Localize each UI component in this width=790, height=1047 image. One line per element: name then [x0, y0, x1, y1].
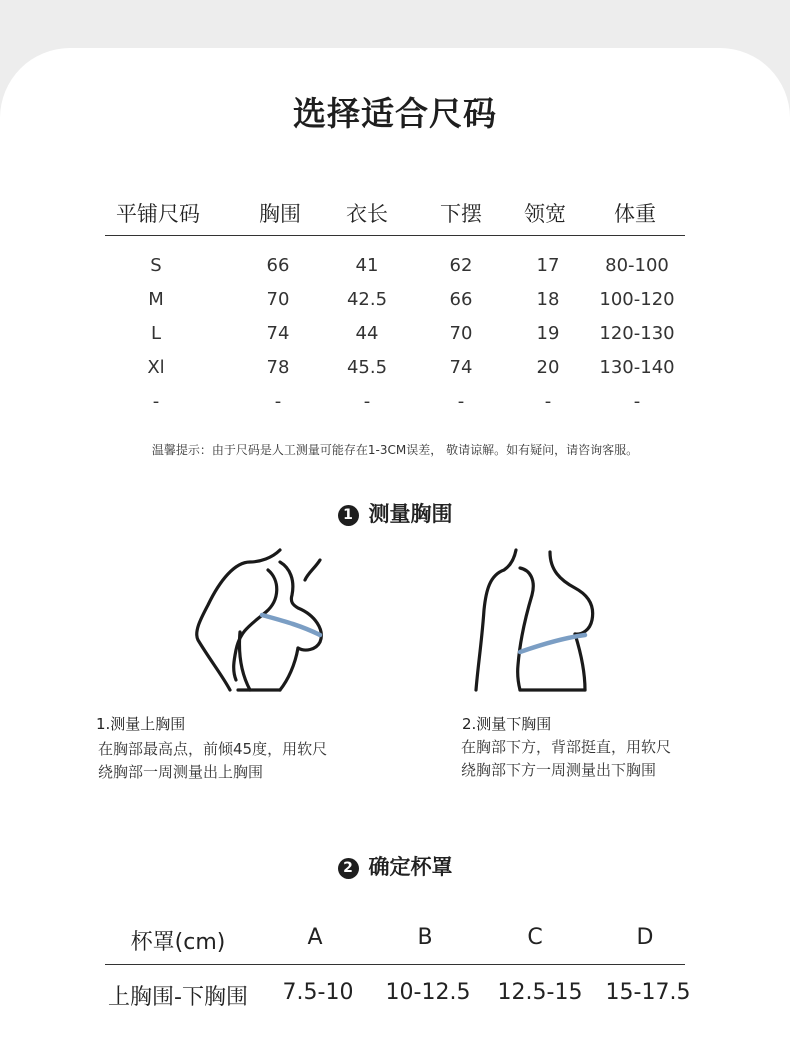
table-cell: 130-140 — [599, 357, 675, 378]
header-cell: D — [636, 925, 654, 950]
table-cell: 10-12.5 — [385, 980, 471, 1005]
table-cell: M — [148, 289, 164, 310]
header-cell: 杯罩(cm) — [130, 930, 226, 955]
table-cell: 42.5 — [346, 289, 388, 310]
under-bust-title: 2.测量下胸围 — [462, 715, 552, 733]
table-cell: 80-100 — [605, 255, 669, 276]
table-divider — [105, 964, 685, 965]
under-bust-desc-line: 在胸部下方，背部挺直，用软尺 — [461, 738, 672, 756]
section-cup — [0, 851, 790, 881]
table-cell: 41 — [355, 255, 379, 276]
section-title: 确定杯罩 — [368, 855, 453, 879]
table-cell: 19 — [536, 323, 560, 344]
table-cell: 上胸围-下胸围 — [108, 985, 248, 1010]
header-cell: 胸围 — [259, 202, 301, 226]
table-cell: 15-17.5 — [605, 980, 691, 1005]
upper-bust-desc-line: 绕胸部一周测量出上胸围 — [98, 763, 264, 781]
table-cell: 62 — [449, 255, 473, 276]
table-cell: 78 — [266, 357, 290, 378]
table-cell: 74 — [266, 323, 290, 344]
header-cell: 领宽 — [524, 202, 566, 226]
under-bust-illustration — [460, 540, 620, 700]
step-number-badge: 1 — [338, 505, 359, 526]
table-cell: 12.5-15 — [497, 980, 583, 1005]
table-cell: L — [150, 323, 162, 344]
header-cell: 下摆 — [440, 202, 482, 226]
section-title: 测量胸围 — [368, 502, 453, 526]
table-cell: 120-130 — [599, 323, 675, 344]
table-cell: 17 — [536, 255, 560, 276]
upper-bust-desc — [98, 738, 398, 784]
table-cell: Xl — [147, 357, 165, 378]
table-cell: 45.5 — [346, 357, 388, 378]
table-cell: 7.5-10 — [282, 980, 354, 1005]
header-cell: C — [527, 925, 543, 950]
section-measure-bust — [0, 498, 790, 528]
table-cell: S — [150, 255, 162, 276]
table-cell: - — [152, 391, 160, 412]
table-cell: 66 — [449, 289, 473, 310]
table-cell: 18 — [536, 289, 560, 310]
table-cell: 44 — [355, 323, 379, 344]
step-number-badge: 2 — [338, 858, 359, 879]
header-cell: B — [417, 925, 433, 950]
upper-bust-title: 1.测量上胸围 — [96, 715, 186, 733]
size-tip: 温馨提示：由于尺码是人工测量可能存在1-3CM误差， 敬请谅解。如有疑问，请咨询客服。 — [151, 443, 639, 457]
table-cell: - — [363, 391, 371, 412]
table-cell: 70 — [449, 323, 473, 344]
under-bust-desc — [461, 736, 761, 782]
table-cell: 100-120 — [599, 289, 675, 310]
table-cell: - — [457, 391, 465, 412]
table-cell: - — [544, 391, 552, 412]
header-cell: A — [307, 925, 323, 950]
table-divider — [105, 235, 685, 236]
table-cell: 74 — [449, 357, 473, 378]
page-title: 选择适合尺码 — [293, 94, 497, 133]
upper-bust-desc-line: 在胸部最高点，前倾45度，用软尺 — [98, 740, 328, 758]
table-cell: - — [274, 391, 282, 412]
table-cell: 70 — [266, 289, 290, 310]
upper-bust-illustration — [180, 540, 350, 700]
header-cell: 体重 — [614, 202, 656, 226]
table-cell: - — [633, 391, 641, 412]
header-cell: 平铺尺码 — [116, 202, 200, 226]
table-cell: 20 — [536, 357, 560, 378]
header-cell: 衣长 — [346, 202, 388, 226]
under-bust-desc-line: 绕胸部下方一周测量出下胸围 — [461, 761, 657, 779]
table-cell: 66 — [266, 255, 290, 276]
